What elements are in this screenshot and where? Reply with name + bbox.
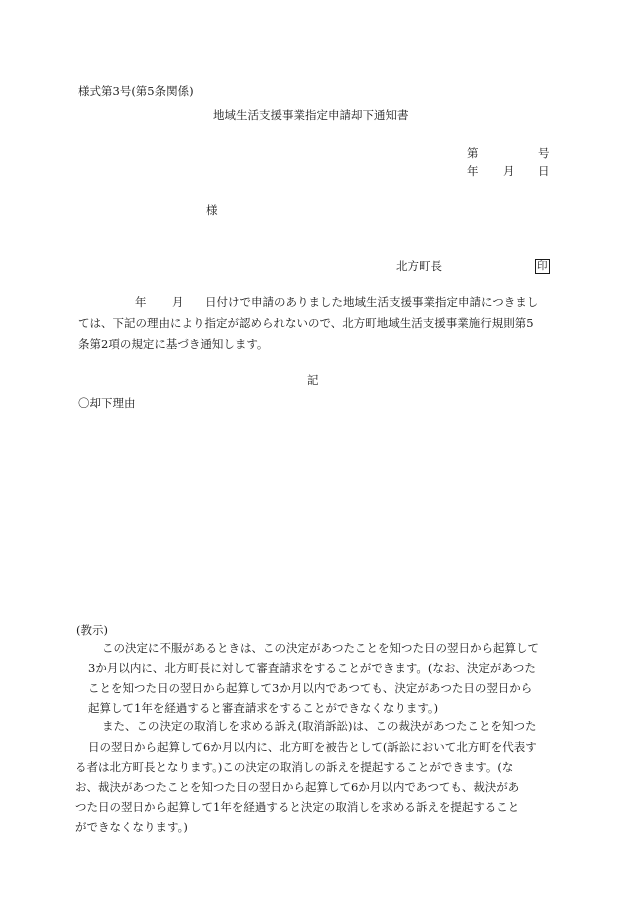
- paragraph-year: 年: [135, 295, 147, 309]
- reference-number-go: 号: [538, 146, 550, 160]
- paragraph-month: 月: [172, 295, 184, 309]
- notice-line: また、この決定の取消しを求める訴え(取消訴訟)は、この裁決があつたことを知つた: [102, 719, 537, 733]
- notice-header: (教示): [76, 623, 108, 637]
- seal-icon: 印: [537, 260, 548, 272]
- paragraph-line-2: ては、下記の理由により指定が認められないので、北方町地域生活支援事業施行規則第5: [78, 316, 534, 330]
- date-month: 月: [503, 164, 515, 178]
- reference-number-dai: 第: [467, 146, 479, 160]
- addressee-suffix: 様: [206, 203, 218, 217]
- form-label: 様式第3号(第5条関係): [78, 84, 194, 98]
- date-day: 日: [538, 164, 550, 178]
- notice-line: 3か月以内に、北方町長に対して審査請求をすることができます。(なお、決定があつた: [88, 661, 536, 675]
- ki-heading: 記: [307, 373, 319, 387]
- notice-line: この決定に不服があるときは、この決定があつたことを知つた日の翌日から起算して: [102, 641, 539, 655]
- paragraph-line-1: 日付けで申請のありました地域生活支援事業指定申請につきまし: [205, 295, 539, 309]
- notice-line: つた日の翌日から起算して1年を経過すると決定の取消しを求める訴えを提起すること: [75, 800, 520, 814]
- document-title: 地域生活支援事業指定申請却下通知書: [213, 108, 409, 122]
- notice-line: 起算して1年を経過すると審査請求をすることができなくなります。): [88, 701, 439, 715]
- date-year: 年: [467, 164, 479, 178]
- notice-line: ができなくなります。): [75, 820, 188, 834]
- issuer-name: 北方町長: [396, 259, 442, 273]
- notice-line: る者は北方町長となります。)この決定の取消しの訴えを提起することができます。(な: [75, 760, 514, 774]
- paragraph-line-3: 条第2項の規定に基づき通知します。: [78, 337, 269, 351]
- seal-mark: [535, 259, 550, 274]
- notice-line: ことを知つた日の翌日から起算して3か月以内であつても、決定があつた日の翌日から: [88, 681, 533, 695]
- reason-label: 〇却下理由: [78, 396, 136, 410]
- notice-line: お、裁決があつたことを知つた日の翌日から起算して6か月以内であつても、裁決があ: [75, 780, 520, 794]
- notice-line: 日の翌日から起算して6か月以内に、北方町を被告として(訴訟において北方町を代表す: [88, 740, 537, 754]
